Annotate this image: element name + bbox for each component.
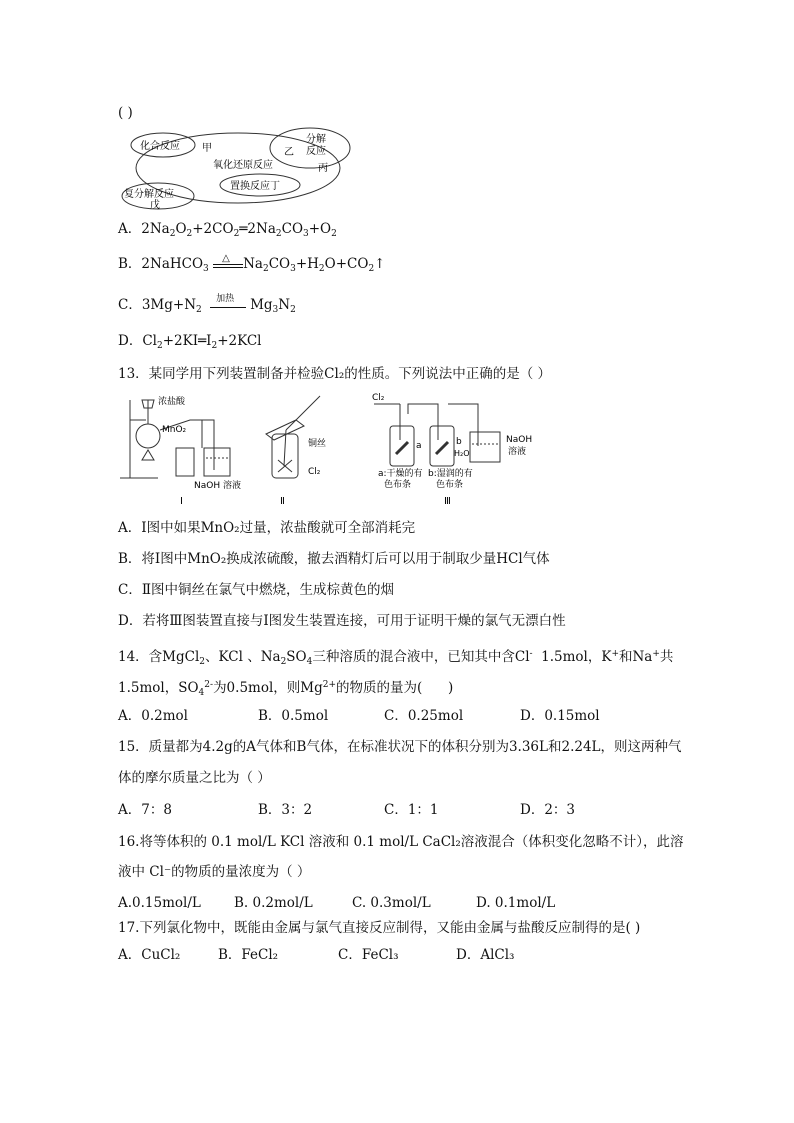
q12-option-a: A．$2Na_2O_2+2CO_2═2Na_2CO_3+O_2$ [118,221,337,239]
decomposition-label-2: 反应 [306,146,326,157]
wet-cloth-label-1: b:湿润的有 [428,469,473,479]
q16-option-d: D. 0.1mol/L [476,895,556,911]
redox-label: 氧化还原反应 [213,160,273,171]
decomposition-label-1: 分解 [306,134,326,145]
double-decomposition-label-1: 复分解反应 [124,189,174,200]
combination-label: 化合反应 [140,141,180,152]
double-decomposition-label-2: 戊 [150,200,160,210]
q12-answer-paren: ( ) [118,105,133,121]
apparatus-1 [120,400,230,478]
h2o-label: H₂O [454,449,470,458]
q16-option-b: B. 0.2mol/L [234,895,313,911]
q17-stem: 17.下列氯化物中，既能由金属与氯气直接反应制得，又能由金属与盐酸反应制得的是( ) [118,920,641,936]
q16-stem-line2: 液中 Cl⁻的物质的量浓度为（ ） [118,864,311,880]
q15-option-c: C．1：1 [384,802,439,818]
q13-stem: 13．某同学用下列装置制备并检验Cl₂的性质。下列说法中正确的是（ ） [118,366,552,382]
bing-label: 丙 [318,163,328,174]
cl2-in-label: Cl₂ [372,393,385,403]
q15-stem-line2: 体的摩尔质量之比为（ ） [118,770,271,786]
naoh-solution-label: NaOH 溶液 [194,481,241,491]
apparatus-1-label: Ⅰ [180,496,183,507]
q16-option-c: C. 0.3mol/L [352,895,431,911]
jia-label: 甲 [202,143,212,154]
q13-option-b: B．将Ⅰ图中MnO₂换成浓硫酸，撤去酒精灯后可以用于制取少量HCl气体 [118,551,550,567]
q12-venn-diagram [118,124,358,210]
naoh-label-1: NaOH [506,435,533,445]
mno2-label: MnO₂ [162,425,187,435]
q16-stem-line1: 16.将等体积的 0.1 mol/L KCl 溶液和 0.1 mol/L CaCl₂溶液混合（体积变化忽略不计），此溶 [118,834,684,850]
q12-option-c: C．$3Mg+N_2$ 加热 $Mg_3N_2$ [118,296,296,319]
apparatus-3-label: Ⅲ [444,496,451,507]
heat-condition: △ [222,252,230,264]
naoh-label-2: 溶液 [508,447,527,457]
cl2-label-2: Cl₂ [308,467,321,477]
a-label: a [416,441,422,451]
q15-option-a: A．7：8 [118,802,172,818]
q17-option-c: C．FeCl₃ [338,947,399,963]
dry-cloth-label-1: a:干燥的有 [378,469,423,479]
q15-option-d: D．2：3 [520,802,576,818]
q17-option-a: A．CuCl₂ [118,947,181,963]
q12-option-b: B．2NaHCO$_3$ △ $Na_2CO_3+H_2O+CO_2↑$ [118,255,385,278]
b-label: b [456,437,462,447]
q13-apparatus-figure [118,390,538,510]
apparatus-3 [374,404,500,466]
apparatus-2-label: Ⅱ [280,496,285,507]
heating-condition: 加热 [216,293,235,304]
q14-stem-line1: 14．含MgCl$_2$、KCl 、$Na_2SO_4$三种溶质的混合液中，已知其中含Cl- 1.5mol，K+和Na+共 [118,649,674,667]
q15-option-b: B．3：2 [258,802,313,818]
wet-cloth-label-2: 色布条 [436,480,464,490]
yi-label: 乙 [284,147,294,158]
q15-stem-line1: 15．质量都为4.2g的A气体和B气体，在标准状况下的体积分别为3.36L和2.24L，则这两种气 [118,739,682,755]
dry-cloth-label-2: 色布条 [384,480,412,490]
q14-option-b: B．0.5mol [258,708,329,724]
q14-option-a: A．0.2mol [118,708,188,724]
apparatus-2 [266,396,320,478]
q12-option-d: D．$Cl_2+2KI═I_2+2KCl$ [118,333,262,351]
q17-option-b: B．FeCl₂ [218,947,279,963]
conc-hcl-label: 浓盐酸 [158,397,186,407]
displacement-label: 置换反应丁 [230,181,280,192]
q17-option-d: D．AlCl₃ [456,947,515,963]
copper-wire-label: 铜丝 [308,439,327,449]
q16-option-a: A.0.15mol/L [118,895,201,911]
q14-option-d: D．0.15mol [520,708,600,724]
q14-option-c: C．0.25mol [384,708,464,724]
q13-option-c: C．Ⅱ图中铜丝在氯气中燃烧，生成棕黄色的烟 [118,582,395,598]
q14-stem-line2: 1.5mol，$SO_4^{2-}$为0.5mol，则$Mg^{2+}$的物质的量为( ) [118,680,454,698]
q13-option-d: D．若将Ⅲ图装置直接与Ⅰ图发生装置连接，可用于证明干燥的氯气无漂白性 [118,613,566,629]
q13-option-a: A．Ⅰ图中如果MnO₂过量，浓盐酸就可全部消耗完 [118,520,416,536]
